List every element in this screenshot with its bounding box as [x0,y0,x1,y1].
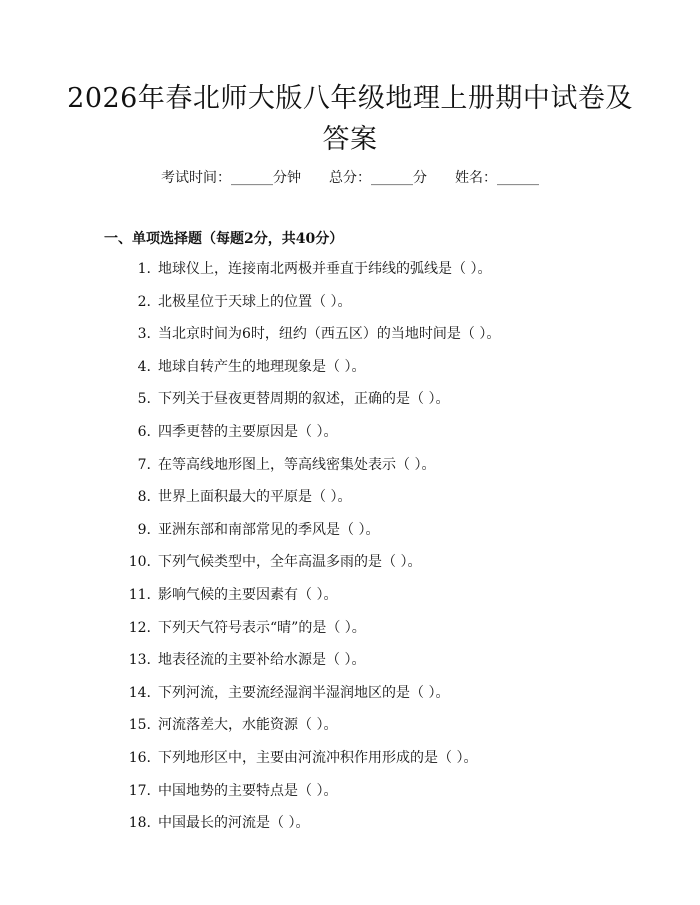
exam-time-field: 考试时间：______分钟 [161,170,301,186]
question-item [0,488,700,521]
question-text: 河流落差大，水能资源（ ）。 [158,717,338,734]
question-text: 下列关于昼夜更替周期的叙述，正确的是（ ）。 [158,391,450,408]
question-item [0,749,700,782]
question-text: 地球仪上，连接南北两极并垂直于纬线的弧线是（ ）。 [158,261,492,277]
question-item [0,456,700,489]
question-text: 中国地势的主要特点是（ ）。 [158,782,338,799]
question-text: 地球自转产生的地理现象是（ ）。 [158,358,366,375]
total-score-field: 总分：______分 [329,170,427,186]
page-title: 2026年春北师大版八年级地理上册期中试卷及答案 [67,83,633,155]
question-text: 在等高线地形图上，等高线密集处表示（ ）。 [158,456,436,473]
question-number: 13. [128,652,151,669]
exam-info-line [0,169,700,187]
question-item [0,586,700,619]
question-number: 8. [137,489,151,506]
question-item [0,684,700,717]
question-number: 2. [137,293,151,310]
question-text: 中国最长的河流是（ ）。 [158,815,310,832]
question-text: 下列气候类型中，全年高温多雨的是（ ）。 [158,554,422,571]
question-number: 17. [128,782,151,799]
question-number: 3. [137,326,151,343]
question-item [0,260,700,293]
question-item [0,390,700,423]
question-item [0,358,700,391]
question-number: 15. [128,717,151,734]
question-item [0,325,700,358]
question-text: 亚洲东部和南部常见的季风是（ ）。 [158,521,380,538]
student-name-field: 姓名：______ [455,170,539,186]
question-list [0,260,700,847]
question-text: 下列天气符号表示“晴”的是（ ）。 [158,619,366,636]
question-text: 四季更替的主要原因是（ ）。 [158,423,338,440]
question-item [0,423,700,456]
question-text: 地表径流的主要补给水源是（ ）。 [158,652,366,669]
question-number: 12. [128,619,151,636]
question-item [0,619,700,652]
question-number: 7. [137,456,151,473]
question-item [0,293,700,326]
question-number: 11. [128,586,151,603]
question-item [0,553,700,586]
question-item [0,782,700,815]
question-number: 16. [128,749,151,766]
question-number: 6. [137,423,151,440]
question-number: 1. [137,261,151,277]
question-number: 10. [128,554,151,571]
question-item [0,521,700,554]
question-item [0,651,700,684]
section-title-single-choice: 一、单项选择题（每题2分，共40分） [104,231,344,247]
question-text: 下列河流，主要流经湿润半湿润地区的是（ ）。 [158,684,450,701]
question-number: 5. [137,391,151,408]
question-number: 9. [137,521,151,538]
question-item [0,814,700,847]
question-number: 18. [128,815,151,832]
question-text: 当北京时间为6时，纽约（西五区）的当地时间是（ ）。 [158,326,501,343]
question-number: 14. [128,684,151,701]
question-text: 下列地形区中，主要由河流冲积作用形成的是（ ）。 [158,749,478,766]
question-text: 世界上面积最大的平原是（ ）。 [158,489,352,506]
question-number: 4. [137,358,151,375]
question-item [0,716,700,749]
question-text: 北极星位于天球上的位置（ ）。 [158,293,352,310]
question-text: 影响气候的主要因素有（ ）。 [158,586,338,603]
